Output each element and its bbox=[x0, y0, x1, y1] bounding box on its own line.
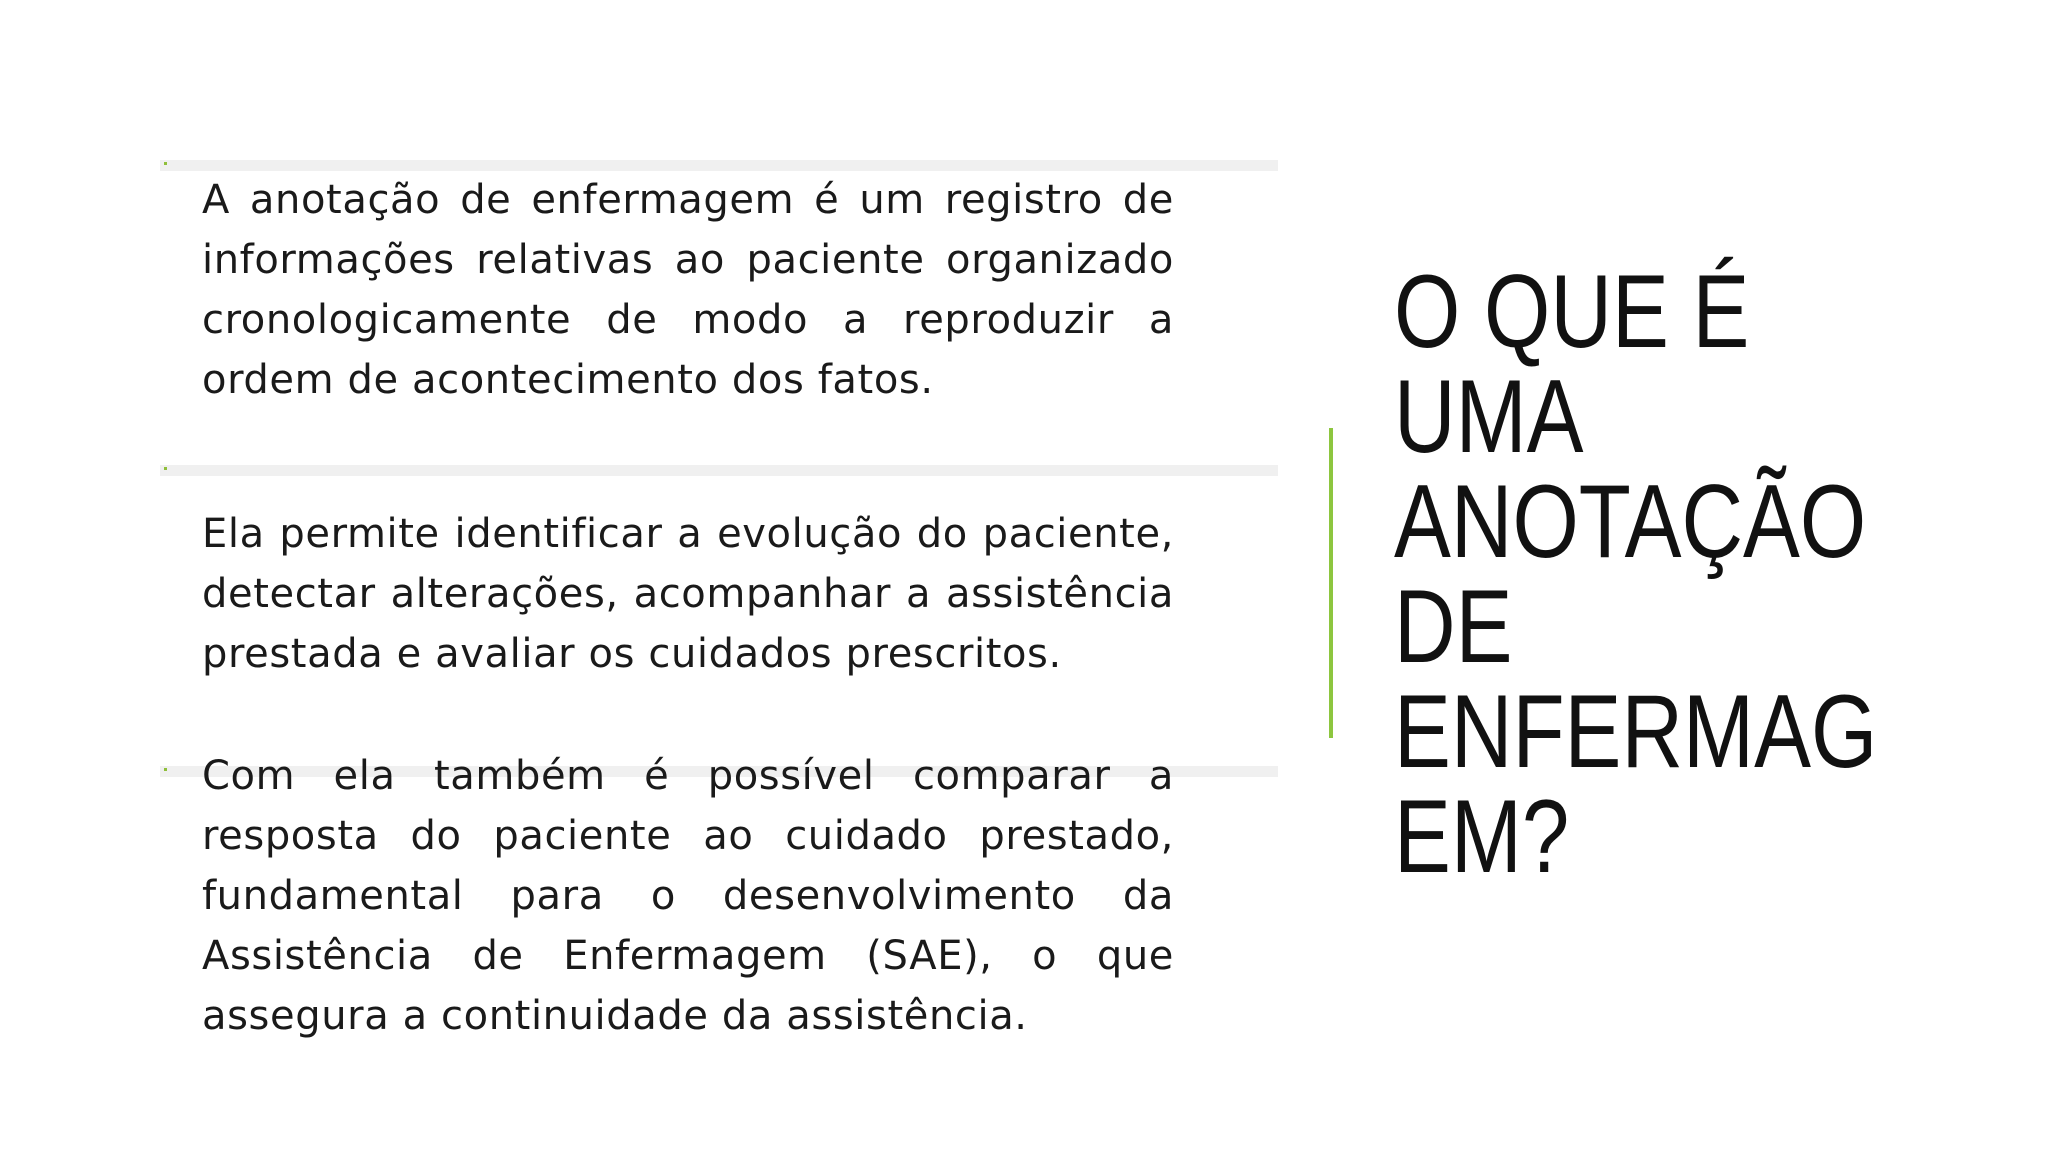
divider-tick bbox=[164, 162, 167, 165]
divider-bar-2 bbox=[160, 465, 1278, 476]
accent-line bbox=[1329, 428, 1333, 738]
divider-tick bbox=[164, 768, 167, 771]
title-line: DE bbox=[1394, 569, 1513, 685]
title-line: UMA bbox=[1394, 359, 1584, 475]
paragraph-1: A anotação de enfermagem é um registro de informações relativas ao paciente organizado cronologicamente de modo a reproduzir a ordem de acontecimento dos fatos. bbox=[202, 177, 1174, 403]
title-line: ENFERMAG bbox=[1394, 674, 1878, 790]
slide-title bbox=[1394, 254, 1911, 895]
title-line: O QUE É bbox=[1394, 254, 1750, 370]
divider-tick bbox=[164, 467, 167, 470]
title-line: EM? bbox=[1394, 779, 1570, 895]
paragraph-3: Com ela também é possível comparar a resposta do paciente ao cuidado prestado, fundamental para o desenvolvimento da Assistência de Enfermagem (SAE), o que assegura a continuidade da assistência. bbox=[202, 753, 1174, 1039]
paragraph-2: Ela permite identificar a evolução do paciente, detectar alterações, acompanhar a assistência prestada e avaliar os cuidados prescritos. bbox=[202, 511, 1174, 677]
title-line: ANOTAÇÃO bbox=[1394, 464, 1867, 580]
